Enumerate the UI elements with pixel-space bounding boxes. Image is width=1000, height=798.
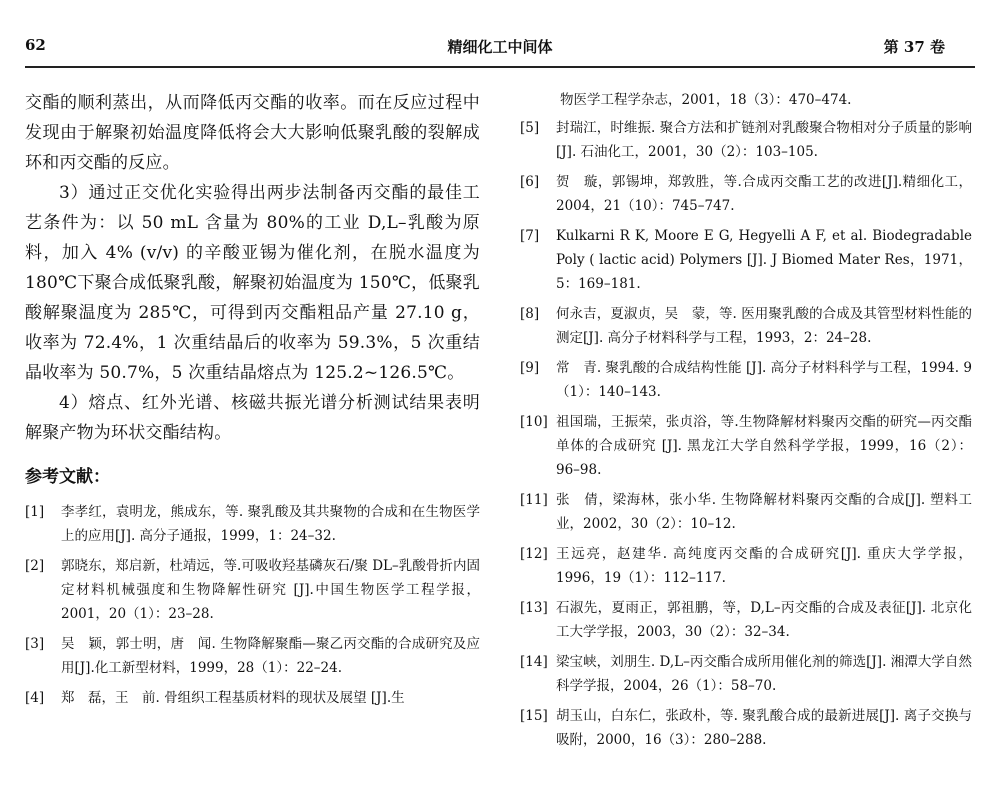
reference-number: [15] [520, 708, 548, 724]
journal-title: 精细化工中间体 [447, 38, 553, 56]
reference-text: 祖国瑞，王振荣，张贞浴，等.生物降解材料聚丙交酯的研究—丙交酯单体的合成研究 [J]. 黑龙江大学自然科学学报，1999，16（2）：96–98. [556, 414, 972, 478]
reference-text: 李孝红，袁明龙，熊成东，等. 聚乳酸及其共聚物的合成和在生物医学上的应用[J]. 高分子通报，1999，1：24–32. [61, 504, 480, 544]
reference-number: [9] [520, 360, 540, 376]
reference-text: 王远亮，赵建华. 高纯度丙交酯的合成研究[J]. 重庆大学学报，1996，19（1）：112–117. [556, 546, 972, 586]
reference-text: 吴 颖，郭士明，唐 闻. 生物降解聚酯—聚乙丙交酯的合成研究及应用[J].化工新型材料，1999，28（1）：22–24. [61, 636, 480, 676]
reference-item [25, 632, 480, 680]
running-header [25, 30, 975, 68]
reference-item [520, 596, 972, 644]
reference-number: [4] [25, 690, 45, 706]
reference-number: [2] [25, 558, 45, 574]
reference-list-left [25, 500, 480, 710]
reference-item [520, 170, 972, 218]
reference-number: [1] [25, 504, 45, 520]
reference-item [520, 704, 972, 752]
reference-text: 梁宝峡，刘朋生. D,L–丙交酯合成所用催化剂的筛选[J]. 湘潭大学自然科学学报，2004，26（1）：58–70. [556, 654, 972, 694]
reference-item [520, 302, 972, 350]
volume-label: 第 37 卷 [883, 38, 945, 56]
reference-text: 郑 磊，王 前. 骨组织工程基质材料的现状及展望 [J].生 [61, 690, 405, 706]
reference-item [25, 554, 480, 626]
reference-text: 封瑞江，时维振. 聚合方法和扩链剂对乳酸聚合物相对分子质量的影响[J]. 石油化工，2001，30（2）：103–105. [556, 120, 972, 160]
reference-item [520, 488, 972, 536]
reference-number: [13] [520, 600, 548, 616]
body-paragraph-2: 3）通过正交优化实验得出两步法制备丙交酯的最佳工艺条件为：以 50 mL 含量为 80%的工业 D,L–乳酸为原料，加入 4% (v/v) 的辛酸亚锡为催化剂，在脱水温度为 180℃下聚合成低聚乳酸，解聚初始温度为 150℃，低聚乳酸解聚温度为 285℃，可得到丙交酯粗品产量 27.10 g，收率为 72.4%，1 次重结晶后的收率为 59.3%，5 次重结晶收率为 50.7%，5 次重结晶熔点为 125.2~126.5℃。 [25, 183, 480, 383]
reference-text: 郭晓东，郑启新，杜靖远，等.可吸收羟基磷灰石/聚 DL–乳酸骨折内固定材料机械强度和生物降解性研究 [J].中国生物医学工程学报，2001，20（1）：23–28. [61, 558, 480, 622]
reference-number: [3] [25, 636, 45, 652]
reference-number: [12] [520, 546, 548, 562]
body-paragraph-1: 交酯的顺利蒸出，从而降低丙交酯的收率。而在反应过程中发现由于解聚初始温度降低将会大大影响低聚乳酸的裂解成环和丙交酯的反应。 [25, 93, 480, 173]
reference-number: [8] [520, 306, 540, 322]
reference-text: 胡玉山，白东仁，张政朴，等. 聚乳酸合成的最新进展[J]. 离子交换与吸附，2000，16（3）：280–288. [556, 708, 972, 748]
reference-item [25, 500, 480, 548]
reference-text: 贺 璇，郭锡坤，郑敦胜，等.合成丙交酯工艺的改进[J].精细化工，2004，21（10）：745–747. [556, 174, 972, 214]
reference-number: [11] [520, 492, 548, 508]
reference-item [25, 686, 480, 710]
reference-number: [14] [520, 654, 548, 670]
reference-number: [6] [520, 174, 540, 190]
body-paragraph-3: 4）熔点、红外光谱、核磁共振光谱分析测试结果表明解聚产物为环状交酯结构。 [25, 393, 480, 443]
reference-item [520, 410, 972, 482]
reference-number: [7] [520, 228, 540, 244]
reference-item [520, 542, 972, 590]
reference-item [520, 650, 972, 698]
right-column [520, 88, 972, 758]
reference-list-right [520, 116, 972, 752]
reference-text: 张 倩，梁海林，张小华. 生物降解材料聚丙交酯的合成[J]. 塑料工业，2002，30（2）：10–12. [556, 492, 972, 532]
reference-item [520, 116, 972, 164]
reference-continuation: 物医学工程学杂志，2001，18（3）：470–474. [560, 92, 852, 108]
reference-text: Kulkarni R K, Moore E G, Hegyelli A F, et al. Biodegradable Poly ( lactic acid) Polymers [J]. J Biomed Mater Res，1971，5：169–181. [556, 228, 972, 292]
reference-item [520, 224, 972, 296]
reference-number: [5] [520, 120, 540, 136]
reference-text: 何永吉，夏淑贞，吴 蒙，等. 医用聚乳酸的合成及其管型材料性能的测定[J]. 高分子材料科学与工程，1993，2：24–28. [556, 306, 972, 346]
reference-item [520, 356, 972, 404]
left-column [25, 88, 480, 716]
reference-text: 石淑先，夏雨正，郭祖鹏，等，D,L–丙交酯的合成及表征[J]. 北京化工大学学报，2003，30（2）：32–34. [556, 600, 972, 640]
reference-text: 常 青. 聚乳酸的合成结构性能 [J]. 高分子材料科学与工程，1994. 9（1）：140–143. [556, 360, 972, 400]
page-number: 62 [25, 36, 46, 54]
reference-number: [10] [520, 414, 548, 430]
references-heading: 参考文献： [25, 467, 110, 487]
